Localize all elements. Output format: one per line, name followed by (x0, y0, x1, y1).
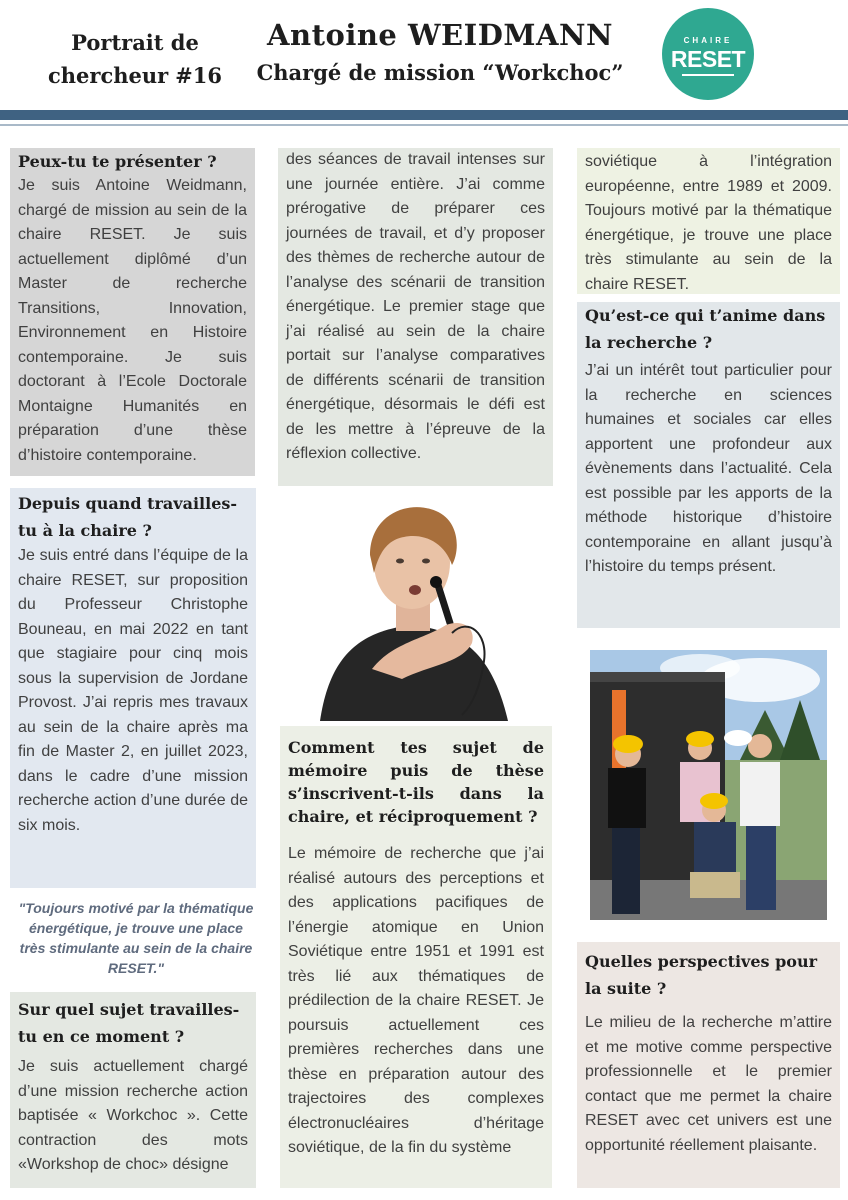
section-workchoc-body: des séances de travail intenses sur une journée entière. J’ai comme prérogative de préparer ces journées de travail, et d’y proposer des thèmes de recherche autour de l’analyse des scénarii de transition énergétique. Le premier stage que j’ai réalisé au sein de la chaire portait sur l’analyse comparatives de différents scénarii de transition énergétique, désormais le défi est de les mettre à l’épreuve de la réflexion collective. (286, 151, 545, 462)
logo-main-text: RESET (670, 46, 746, 72)
portrait-photo-illustration (312, 493, 512, 721)
section-presenter (10, 148, 255, 476)
series-label (40, 26, 230, 92)
logo-underline (682, 74, 734, 76)
team-photo (590, 650, 827, 920)
section-perspectives-title: Quelles perspectives pour la suite ? (585, 952, 818, 998)
section-memoire-continued (577, 148, 840, 294)
section-memoire (280, 726, 552, 1188)
series-line1: Portrait de (71, 30, 199, 55)
section-sujet (10, 992, 256, 1188)
section-workchoc-continued (278, 148, 553, 486)
header-rule-thin (0, 124, 848, 126)
section-anime-title: Qu’est-ce qui t’anime dans la recherche ? (585, 306, 826, 352)
section-perspectives (577, 942, 840, 1188)
section-memoire-title: Comment tes sujet de mémoire puis de thèse s’inscrivent-t-ils dans la chaire, et réciproquement ? (288, 738, 544, 826)
page-subtitle: Chargé de mission “Workchoc” (256, 60, 624, 85)
section-sujet-title: Sur quel sujet travailles-tu en ce moment ? (18, 1000, 240, 1046)
team-photo-illustration (590, 650, 827, 920)
portrait-photo (312, 493, 512, 721)
section-anime (577, 302, 840, 628)
section-depuis-body: Je suis entré dans l’équipe de la chaire RESET, sur proposition du Professeur Christophe Bouneau, en mai 2022 en tant que stagiaire pour cinq mois sous la supervision de Jordane Provost. J’ai repris mes travaux au sein de la chaire après ma fin de Master 2, en juillet 2023, dans le cadre d’une mission recherche action d’une durée de six mois. (18, 547, 248, 834)
series-word: chercheur (48, 63, 169, 88)
series-number: #16 (175, 63, 222, 88)
chaire-reset-logo (662, 8, 754, 100)
pull-quote: "Toujours motivé par la thématique énergétique, je trouve une place très stimulante au sein de la chaire RESET." (18, 900, 254, 976)
section-presenter-body: Je suis Antoine Weidmann, chargé de mission au sein de la chaire RESET. Je suis actuellement diplômé d’un Master de recherche Transitions, Innovation, Environnement en Histoire contemporaine. Je suis doctorant à l’Ecole Doctorale Montaigne Humanités en préparation d’une thèse d’histoire contemporaine. (18, 177, 247, 464)
page-title: Antoine WEIDMANN (267, 18, 613, 52)
section-memoire-continued-body: soviétique à l’intégration européenne, entre 1989 et 2009. Toujours motivé par la thématique énergétique, je trouve une place très stimulante au sein de la chaire RESET. (585, 153, 832, 293)
section-presenter-title: Peux-tu te présenter ? (18, 152, 217, 171)
section-anime-body: J’ai un intérêt tout particulier pour la recherche en sciences humaines et sociales car elles apportent une profondeur aux évènements dans l’actualité. Cela est possible par les apports de la méthode historique d’histoire contemporaine en allant jusqu’à l’histoire du temps présent. (585, 362, 832, 575)
section-depuis (10, 488, 256, 888)
header-rule (0, 110, 848, 120)
section-memoire-body: Le mémoire de recherche que j’ai réalisé autours des perceptions et des applications pacifiques de l’énergie atomique en Union Soviétique entre 1951 et 1991 est très lié aux thématiques de prédilection de la chaire RESET. Je poursuis actuellement ces premières recherches dans une thèse en préparation autour des trajectoires des complexes électronucléaires d’héritage soviétique, de la fin du système (288, 845, 544, 1156)
section-sujet-body: Je suis actuellement chargé d’une mission recherche action baptisée « Workchoc ». Cette contraction des mots «Workshop de choc» désigne (18, 1058, 248, 1173)
logo-top-text: CHAIRE (683, 36, 733, 45)
section-depuis-title: Depuis quand travailles-tu à la chaire ? (18, 494, 238, 540)
series-line2 (40, 59, 230, 92)
section-perspectives-body: Le milieu de la recherche m’attire et me motive comme perspective professionnelle et le premier contact que me permet la chaire RESET avec cet univers est une opportunité réellement plaisante. (585, 1014, 832, 1154)
